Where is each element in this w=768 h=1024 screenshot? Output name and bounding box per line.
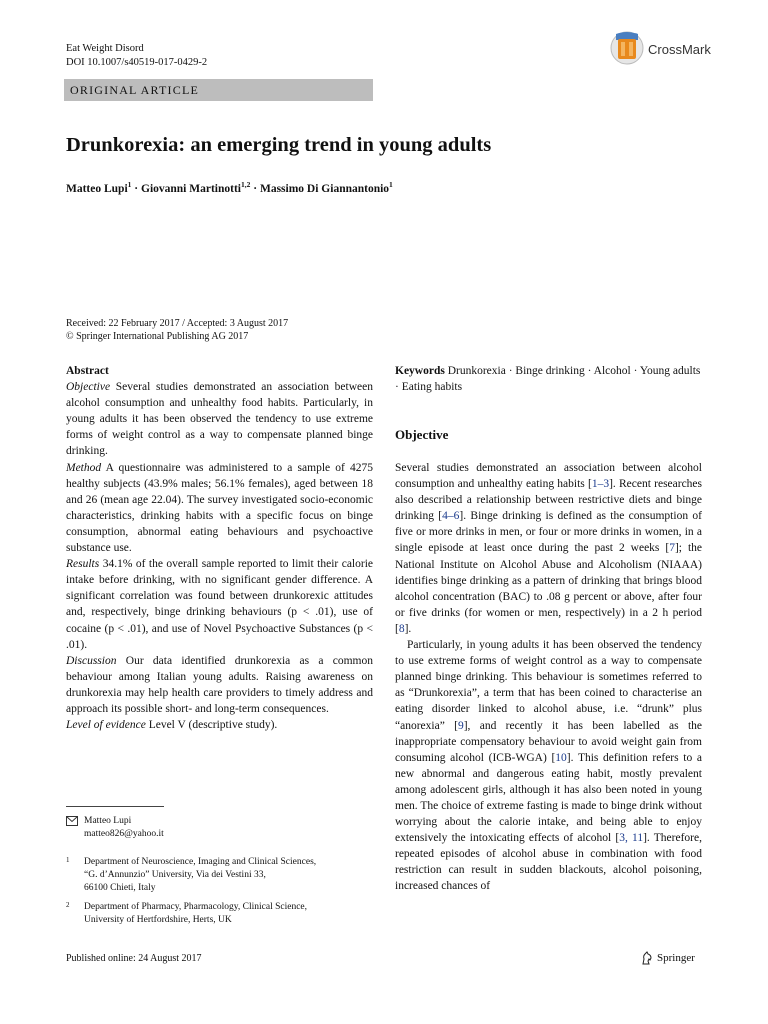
received-accepted: Received: 22 February 2017 / Accepted: 3 August 2017	[66, 318, 289, 329]
crossmark-icon	[610, 30, 644, 68]
abstract-method	[66, 460, 373, 557]
springer-horse-icon	[640, 951, 654, 965]
abstract-discussion	[66, 653, 373, 717]
text-run: ], and recently it has been labelled as the inappropriate compensatory behaviour to avoid weight gain from consuming alcohol (ICB-WGA) [	[395, 719, 702, 764]
author-name[interactable]: Giovanni Martinotti	[141, 182, 241, 195]
results-label: Results	[66, 558, 100, 571]
objective-body	[395, 460, 702, 895]
publisher-name: Springer	[657, 952, 695, 964]
contact-name: Matteo Lupi	[84, 816, 132, 826]
text-run: ]. Binge drinking is defined as the consumption of five or more drinks in men, or four or more drinks in women, in a single episode at least once during the past 2 weeks [	[395, 510, 702, 555]
affiliation-line: “G. d’Annunzio” University, Via dei Vestini 33,	[84, 870, 266, 880]
mail-icon	[66, 816, 78, 826]
citation-link[interactable]: 4–6	[442, 510, 460, 523]
doi[interactable]: DOI 10.1007/s40519-017-0429-2	[66, 57, 208, 68]
keywords-text: Drunkorexia · Binge drinking · Alcohol · Young adults · Eating habits	[395, 365, 701, 394]
citation-link[interactable]: 7	[669, 542, 675, 555]
objective-label: Objective	[66, 381, 111, 394]
abstract-objective	[66, 379, 373, 459]
citation-link[interactable]: 3, 11	[619, 832, 644, 845]
abstract-level-of-evidence	[66, 717, 373, 733]
contact-email[interactable]: matteo826@yahoo.it	[84, 829, 164, 839]
journal-header	[66, 42, 207, 70]
abstract-results	[66, 556, 373, 653]
keywords	[395, 363, 702, 395]
discussion-text: Our data identified drunkorexia as a common behaviour among Italian young adults. Raising awareness on drunkorexia may help health care providers to timely address and approach its possible short- and long-term consequences.	[66, 654, 373, 715]
discussion-label: Discussion	[66, 654, 117, 667]
publisher-logo	[640, 951, 695, 965]
copyright: © Springer International Publishing AG 2017	[66, 331, 249, 342]
affiliation-line: 66100 Chieti, Italy	[84, 883, 156, 893]
text-run: ]. This definition refers to a new abnormal and dangerous eating habit, mostly prevalent among adolescent girls, although it has also been noted in young men. The choice of extreme fasting is made to binge drink without worrying about the calorie intake, and being able to enjoy extensively the intoxicating effects of alcohol [	[395, 751, 702, 845]
results-text: 34.1% of the overall sample reported to limit their calorie intake before drinking, with no significant gender difference. A significant correlation was found between drunkorexic attitudes and, respectively, binge drinking behaviours (p < .01), use of cocaine (p < .01), and use of Novel Psychoactive Substances (p < .01).	[66, 558, 373, 651]
affiliation-number: 2	[66, 901, 70, 909]
crossmark-label: CrossMark	[648, 42, 711, 57]
article-dates	[66, 317, 288, 343]
loe-text: Level V (descriptive study).	[148, 719, 278, 732]
author-list	[66, 180, 393, 195]
citation-link[interactable]: 9	[457, 719, 464, 732]
author-affiliation: 1	[389, 180, 393, 189]
crossmark-badge[interactable]	[610, 30, 720, 70]
affiliation-1	[84, 856, 316, 895]
text-run: ].	[404, 622, 412, 635]
corresponding-author	[84, 815, 164, 841]
author-separator: ·	[250, 182, 260, 195]
affiliation-line: Department of Neuroscience, Imaging and Clinical Sciences,	[84, 857, 317, 867]
objective-paragraph-1	[395, 460, 702, 637]
author-name[interactable]: Massimo Di Giannantonio	[259, 182, 390, 195]
section-heading-objective: Objective	[395, 427, 449, 442]
text-run: ]. Recent researches also described a relationship between restrictive diets and binge drinking [	[395, 478, 703, 523]
abstract-heading: Abstract	[66, 365, 109, 377]
abstract	[66, 363, 373, 733]
affiliation-line: University of Hertfordshire, Herts, UK	[84, 915, 232, 925]
affiliation-number: 1	[66, 856, 70, 864]
citation-link[interactable]: 10	[555, 751, 567, 764]
objective-text: Several studies demonstrated an association between alcohol consumption and unhealthy food habits. Particularly, in young adults it has been observed the tendency to use extreme forms of weight control as a way to compensate planned binge drinking.	[66, 381, 373, 458]
affiliation-line: Department of Pharmacy, Pharmacology, Clinical Science,	[84, 902, 307, 912]
text-run: Particularly, in young adults it has been observed the tendency to use extreme forms of weight control as a way to compensate planned binge drinking. This behaviour is sometimes referred to as “Drunkorexia”, a term that has been coined to characterise an eating disorder linked to alcohol abuse, i.e. “drunk” plus “anorexia” [	[395, 639, 702, 732]
text-run: ]; the National Institute on Alcohol Abuse and Alcoholism (NIAAA) identifies binge drinking as a pattern of drinking that brings blood alcohol concentration (BAC) to .08 g percent or above, after four or five drinks (for women or men, respectively) in a 2 h period [	[395, 542, 702, 635]
keywords-label: Keywords	[395, 365, 445, 377]
article-title: Drunkorexia: an emerging trend in young adults	[66, 134, 492, 156]
text-run: Several studies demonstrated an association between alcohol consumption and unhealthy eating habits [	[395, 462, 702, 491]
author-affiliation: 1,2	[241, 180, 251, 189]
affiliation-2	[84, 901, 307, 927]
citation-link[interactable]: 8	[398, 622, 405, 635]
journal-name: Eat Weight Disord	[66, 43, 144, 54]
loe-label: Level of evidence	[66, 719, 146, 732]
citation-link[interactable]: 1–3	[591, 478, 610, 491]
method-text: A questionnaire was administered to a sample of 4275 healthy subjects (43.9% males; 56.1% females), aged between 18 and 26 (mean age 22.04). The survey investigated socio-economic characteristics, drinking habits with a specific focus on binge consumption, abnormal eating behaviours and psychoactive substance use.	[66, 461, 374, 555]
author-separator: ·	[131, 182, 141, 195]
author-name[interactable]: Matteo Lupi	[66, 182, 128, 195]
footnote-rule	[66, 806, 164, 807]
objective-paragraph-2	[395, 637, 702, 895]
method-label: Method	[66, 461, 102, 474]
text-run: ]. Therefore, repeated episodes of alcohol abuse in combination with food restriction can result in sudden blackouts, alcohol poisoning, increased chances of	[395, 832, 702, 893]
author-affiliation: 1	[127, 180, 132, 189]
published-online: Published online: 24 August 2017	[66, 953, 202, 964]
article-type-banner: ORIGINAL ARTICLE	[64, 79, 373, 101]
